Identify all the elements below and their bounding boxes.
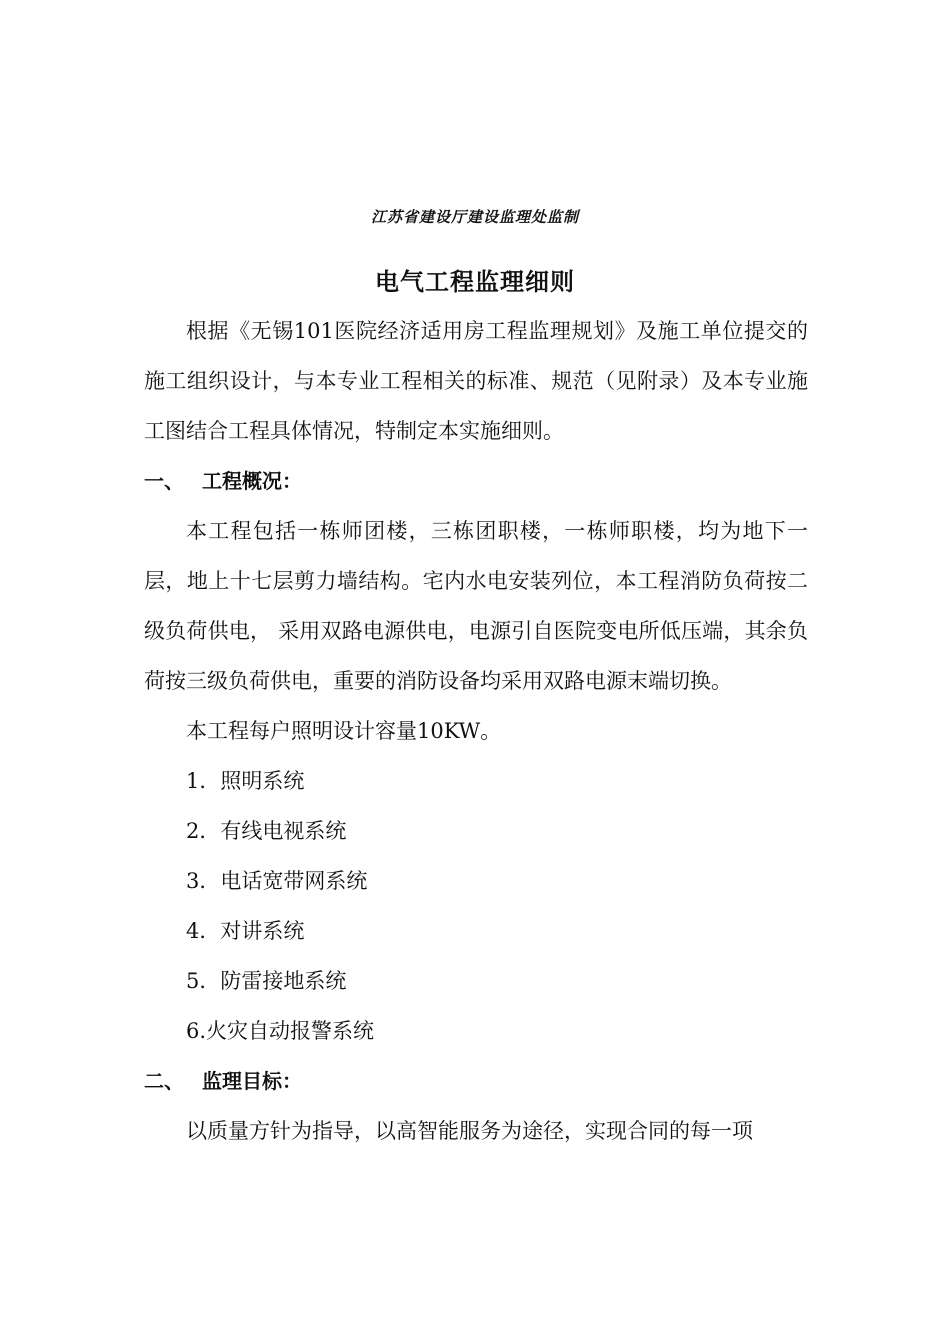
section-2-paragraph: 以质量方针为指导，以高智能服务为途径，实现合同的每一项 [186, 1119, 753, 1143]
system-list-item: 3．电话宽带网系统 [186, 869, 368, 893]
section-1-paragraph: 本工程每户照明设计容量10KW。 [186, 719, 502, 743]
document-title: 电气工程监理细则 [375, 268, 575, 296]
system-list-item: 6.火灾自动报警系统 [186, 1019, 375, 1043]
section-1-paragraph: 本工程包括一栋师团楼，三栋团职楼，一栋师职楼，均为地下一层，地上十七层剪力墙结构。宅内水电安装列位，本工程消防负荷按二级负荷供电， 采用双路电源供电，电源引自医院变电所低压端，其余负荷按三级负荷供电，重要的消防设备均采用双路电源末端切换。 [144, 519, 808, 693]
section-2-heading [144, 1056, 808, 1106]
section-1-number: 一、 [144, 469, 184, 493]
intro-paragraph: 根据《无锡101医院经济适用房工程监理规划》及施工单位提交的施工组织设计，与本专业工程相关的标准、规范（见附录）及本专业施工图结合工程具体情况，特制定本实施细则。 [144, 319, 808, 443]
issuing-organization: 江苏省建设厅建设监理处监制 [370, 208, 579, 226]
system-list-item: 4．对讲系统 [186, 919, 305, 943]
system-list-item: 2．有线电视系统 [186, 819, 347, 843]
system-list-item: 1．照明系统 [186, 769, 305, 793]
section-2-number: 二、 [144, 1069, 184, 1093]
section-2-title: 监理目标： [202, 1069, 302, 1093]
section-1-heading [144, 456, 808, 506]
document-body [144, 306, 808, 1156]
section-1-title: 工程概况： [202, 469, 302, 493]
system-list-item: 5．防雷接地系统 [186, 969, 347, 993]
